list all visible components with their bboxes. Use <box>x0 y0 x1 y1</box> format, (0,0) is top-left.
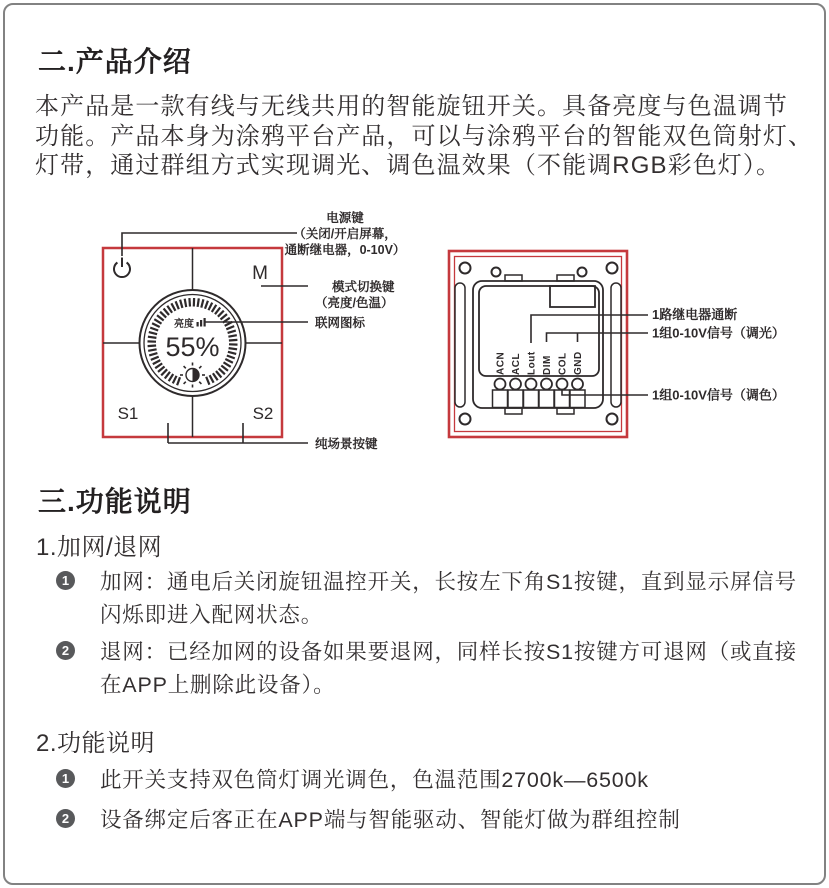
dim-label: 1组0-10V信号（调光） <box>652 325 785 341</box>
mode-label-line2: （亮度/色温） <box>315 296 394 310</box>
mode-key-label: M <box>252 263 268 284</box>
scene-callout-line <box>168 423 308 443</box>
sub1-title: 1.加网/退网 <box>36 534 163 561</box>
display-value-text: 55% <box>165 332 220 362</box>
power-label-line3: 通断继电器，0-10V） <box>284 243 406 257</box>
power-label-line1: 电源键 <box>326 211 364 225</box>
intro-line-3: 灯带，通过群组方式实现调光、调色温效果（不能调RGB彩色灯）。 <box>35 152 782 179</box>
s2-key-label: S2 <box>252 404 274 423</box>
section3-title: 三.功能说明 <box>38 486 192 517</box>
terminal-col: COL <box>557 352 569 375</box>
bullet-number-badge: 2 <box>56 641 75 660</box>
bullet-text-line: 设备绑定后客正在APP端与智能驱动、智能灯做为群组控制 <box>100 808 681 832</box>
terminal-dim: DIM <box>542 355 553 375</box>
bullet-text-line: 此开关支持双色筒灯调光调色，色温范围2700k—6500k <box>100 768 649 792</box>
bullet-text-line: 退网：已经加网的设备如果要退网，同样长按S1按键方可退网（或直接 <box>100 640 797 664</box>
signal-bars-icon <box>197 318 206 327</box>
intro-paragraph <box>35 92 813 181</box>
power-callout-line <box>122 233 297 256</box>
s1-key-label: S1 <box>117 404 139 423</box>
bullet-text-line: 在APP上删除此设备）。 <box>100 672 336 697</box>
dim-callout-line <box>547 333 649 342</box>
back-panel-diagram <box>440 240 829 460</box>
mounting-plate <box>473 281 603 408</box>
relay-label: 1路继电器通断 <box>652 307 738 322</box>
list-item <box>56 636 797 701</box>
power-label-line2: （关闭/开启屏幕， <box>293 227 397 241</box>
back-panel-outline-outer <box>449 251 627 437</box>
scene-label: 纯场景按键 <box>315 437 378 451</box>
relay-box <box>550 286 595 307</box>
bullet-text-line: 加网：通电后关闭旋钮温控开关，长按左下角S1按键，直到显示屏信号 <box>100 570 797 594</box>
sub2-title: 2.功能说明 <box>36 730 156 757</box>
terminal-acn: ACN <box>495 351 507 375</box>
bullet-text-line: 闪烁即进入配网状态。 <box>100 602 324 627</box>
display-mode-text: 亮度 <box>174 319 194 330</box>
front-panel-diagram <box>90 205 465 460</box>
bullet-number-badge: 1 <box>56 571 75 590</box>
terminal-screws <box>495 379 584 390</box>
right-mount-slot <box>611 283 621 407</box>
relay-callout-line <box>531 315 648 343</box>
power-icon <box>114 258 130 278</box>
intro-line-2: 功能。产品本身为涂鸦平台产品，可以与涂鸦平台的智能双色筒射灯、 <box>35 122 814 150</box>
terminal-lout: Lout <box>526 351 538 375</box>
bullet-number-badge: 2 <box>56 809 75 828</box>
bullet-number-badge: 1 <box>56 769 75 788</box>
left-mount-slot <box>455 283 465 407</box>
terminal-acl: ACL <box>511 352 522 375</box>
terminal-gnd: GND <box>573 351 584 375</box>
section2-title: 二.产品介绍 <box>38 46 192 77</box>
mode-label-line1: 模式切换键 <box>332 280 395 294</box>
list-item <box>56 804 681 837</box>
intro-line-1: 本产品是一款有线与无线共用的智能旋钮开关。具备亮度与色温调节 <box>35 93 788 120</box>
list-item <box>56 566 797 631</box>
terminal-stems <box>493 390 586 408</box>
brightness-icon <box>180 363 205 388</box>
list-item <box>56 764 649 797</box>
network-label: 联网图标 <box>315 316 366 330</box>
color-label: 1组0-10V信号（调色） <box>652 387 785 403</box>
